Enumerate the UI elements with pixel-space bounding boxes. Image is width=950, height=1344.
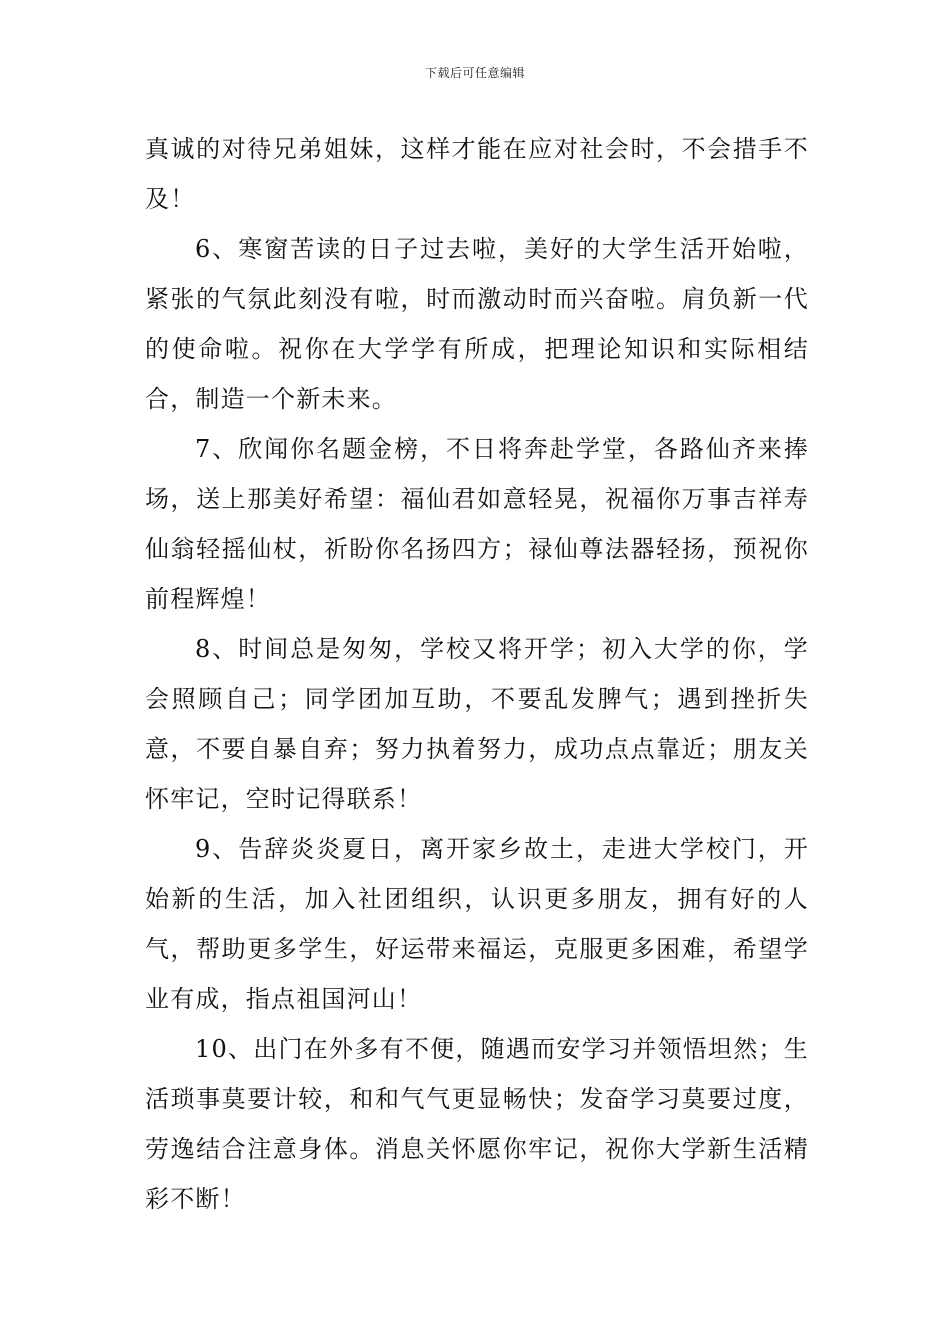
- paragraph-item-10: 10、出门在外多有不便，随遇而安学习并领悟坦然；生活琐事莫要计较，和和气气更显畅快；发奋学习莫要过度，劳逸结合注意身体。消息关怀愿你牢记，祝你大学新生活精彩不断！: [145, 1035, 809, 1213]
- paragraph-item-9: 9、告辞炎炎夏日，离开家乡故土，走进大学校门，开始新的生活，加入社团组织，认识更多朋友，拥有好的人气，帮助更多学生，好运带来福运，克服更多困难，希望学业有成，指点祖国河山！: [145, 835, 809, 1013]
- paragraph-item-7: 7、欣闻你名题金榜，不日将奔赴学堂，各路仙齐来捧场，送上那美好希望：福仙君如意轻晃，祝福你万事吉祥寿仙翁轻摇仙杖，祈盼你名扬四方；禄仙尊法器轻扬，预祝你前程辉煌！: [145, 435, 809, 613]
- page-header-note: 下载后可任意编辑: [424, 66, 525, 80]
- document-body: [145, 124, 809, 1224]
- paragraph-continuation: 真诚的对待兄弟姐妹，这样才能在应对社会时，不会措手不及！: [145, 135, 809, 213]
- paragraph-item-8: 8、时间总是匆匆，学校又将开学；初入大学的你，学会照顾自己；同学团加互助，不要乱发脾气；遇到挫折失意，不要自暴自弃；努力执着努力，成功点点靠近；朋友关怀牢记，空时记得联系！: [145, 635, 809, 813]
- paragraph-item-6: 6、寒窗苦读的日子过去啦，美好的大学生活开始啦，紧张的气氛此刻没有啦，时而激动时而兴奋啦。肩负新一代的使命啦。祝你在大学学有所成，把理论知识和实际相结合，制造一个新未来。: [145, 235, 809, 413]
